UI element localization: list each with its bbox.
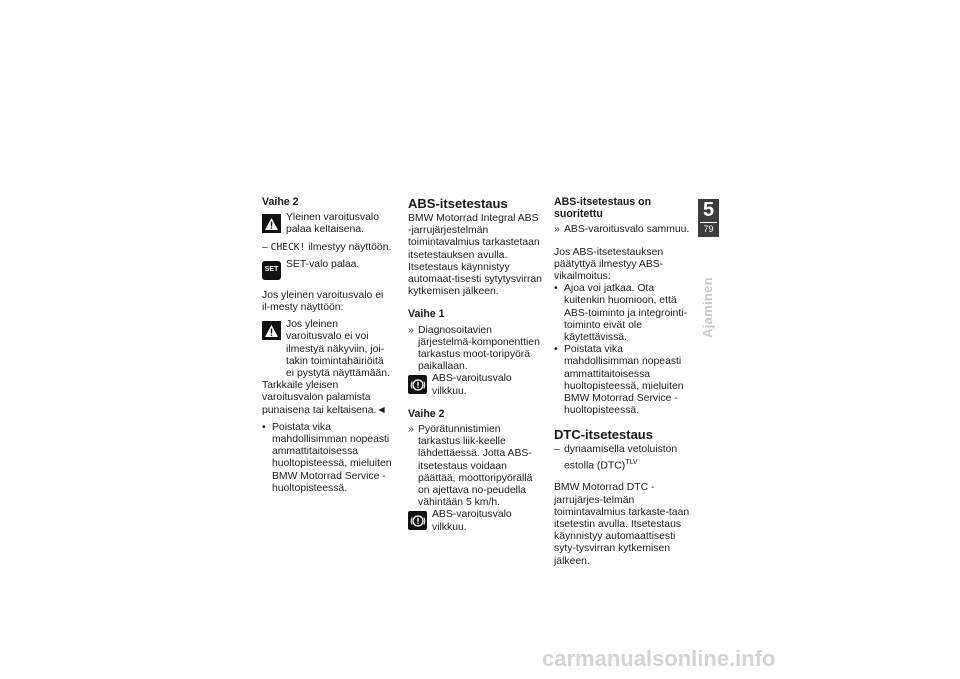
warning-text-2: Jos yleinen varoitusvalo ei voi ilmestyä näkyviin, joi-takin toimintahäiriöitä ei pystytä näyttämään. (286, 319, 390, 380)
watermark: carmanualsonline.info (542, 646, 776, 671)
set-light-icon: SET (262, 261, 281, 280)
chapter-number: 5 (702, 199, 715, 221)
intro-paragraph: BMW Motorrad Integral ABS -jarrujärjestelmän toimintavalmius tarkastetaan itsetestauksen avulla. Itsetestaus käynnistyy automaat-tisesti sytytysvirran kytkemisen jälkeen. (408, 213, 542, 298)
list-item: » Pyörätunnistimien tarkastus liik-keelle lähdettäessä. Jotta ABS-itsetestaus voidaan päättää, moottoripyörällä on ajettava no-peudella vähintään 5 km/h. (408, 424, 533, 509)
step-heading: Vaihe 2 (262, 196, 299, 208)
paragraph: Jos yleinen varoitusvalo ei il-mesty näyttöön: (262, 289, 384, 314)
step-1-heading: Vaihe 1 (408, 308, 445, 321)
column-2 (408, 196, 544, 534)
column-3 (554, 196, 690, 568)
list-item: » Diagnosoitavien järjestelmä-komponenttien tarkastus moot-toripyörä paikallaan. (408, 324, 540, 373)
list-item: – dynaamisella vetoluiston estolla (DTC)$^{TLV}$ (554, 444, 678, 472)
abs-warning-icon (408, 511, 427, 530)
warning-text: Yleinen varoitusvalo palaa keltaisena. (286, 212, 379, 236)
abs-text: ABS-varoitusvalo vilkkuu. (432, 373, 512, 397)
list-item: » ABS-varoitusvalo sammuu. (554, 224, 690, 236)
done-heading: ABS-itsetestaus on suoritettu (554, 196, 652, 221)
warning-line-2 (262, 319, 394, 380)
warning-line (262, 212, 394, 236)
check-line: – CHECK! ilmestyy näyttöön. (262, 241, 392, 253)
paragraph-2: BMW Motorrad DTC -jarrujärjes-telmän toimintavalmius tarkaste-taan itsetestin avulla. Itsetestaus käynnistyy automaattisesti syty-tysvirran kytkemisen jälkeen. (554, 482, 690, 567)
section-title-dtc: DTC-itsetestaus (554, 427, 653, 443)
section-title: ABS-itsetestaus (408, 196, 508, 211)
list-item: • Ajoa voi jatkaa. Ota kuitenkin huomioon, että ABS-toiminto ja integrointi-toiminto eivät ole käytettävissä. (554, 283, 688, 344)
warning-triangle-icon (262, 321, 281, 340)
abs-text-2: ABS-varoitusvalo vilkkuu. (432, 509, 512, 533)
column-1 (262, 196, 394, 495)
set-line (262, 259, 394, 280)
step-2-heading: Vaihe 2 (408, 407, 445, 420)
paragraph-2: Tarkkaile yleisen varoitusvalon palamista punaisena tai keltaisena.◄ (262, 380, 387, 416)
page-number: 79 (703, 224, 714, 234)
abs-line (408, 373, 544, 397)
list-item: • Poistata vika mahdollisimman nopeasti ammattitaitoisessa huoltopisteessä, mieluiten BMW Motorrad Service -huoltopisteessä. (262, 421, 392, 494)
side-chapter-label: Ajaminen (700, 277, 715, 338)
tlv-superscript: TLV (625, 458, 638, 466)
check-code: CHECK! (270, 241, 306, 253)
list-item: • Poistata vika mahdollisimman nopeasti ammattitaitoisessa huoltopisteessä, mieluiten BMW Motorrad Service -huoltopisteessä. (554, 344, 684, 417)
chapter-tab (698, 199, 719, 237)
abs-line-2 (408, 509, 544, 533)
abs-warning-icon (408, 375, 427, 394)
warning-triangle-icon (262, 214, 281, 233)
paragraph: Jos ABS-itsetestauksen päätyttyä ilmestyy ABS-vikailmoitus: (554, 246, 664, 283)
set-text: SET-valo palaa. (286, 258, 360, 270)
